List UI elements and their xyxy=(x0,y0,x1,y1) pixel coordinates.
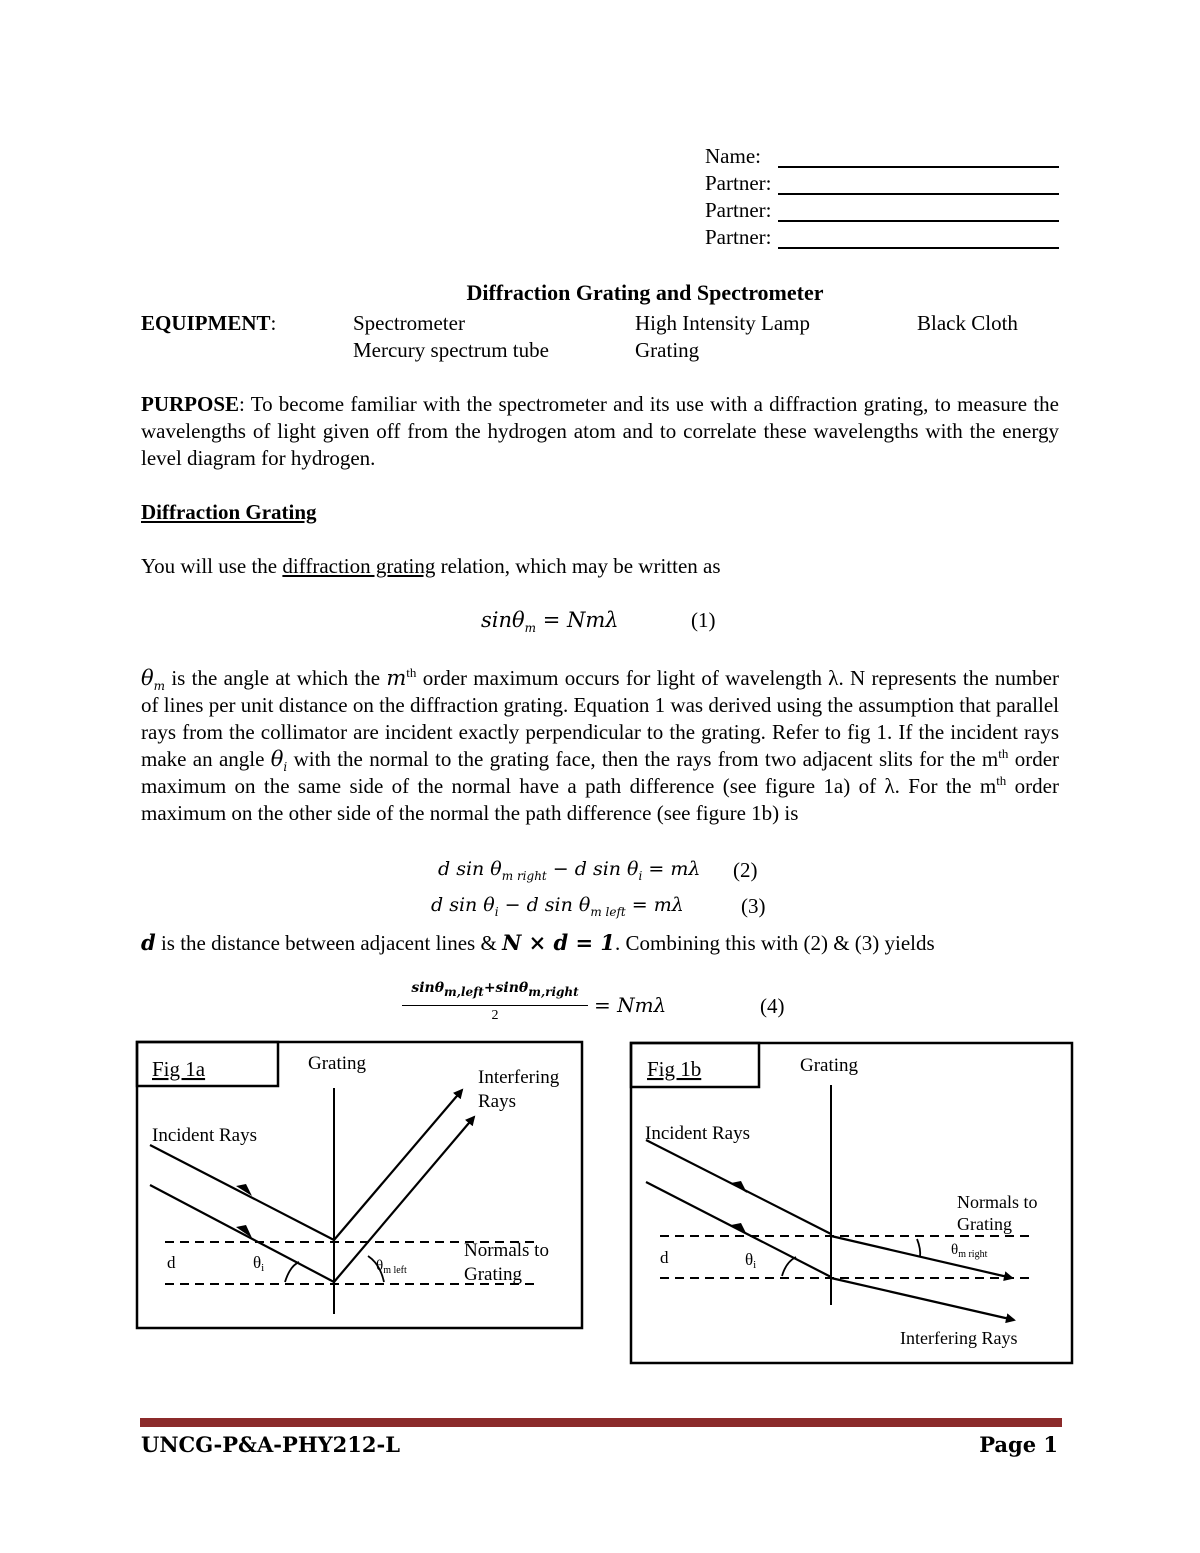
normals-label-line2: Grating xyxy=(957,1214,1012,1234)
incident-ray-arrow-1 xyxy=(731,1181,747,1193)
footer-bar xyxy=(140,1418,1062,1427)
figure-1a-label: Fig 1a xyxy=(152,1057,206,1081)
figure-1b-label: Fig 1b xyxy=(647,1057,702,1081)
equipment-item: Spectrometer xyxy=(353,311,465,335)
incident-rays-label: Incident Rays xyxy=(645,1123,751,1144)
section-heading: Diffraction Grating xyxy=(141,500,317,524)
body-paragraph-1: $\theta_m$ is the angle at which the $m^{th}$ order maximum occurs for light of wavelength λ. N represents the number of lines per unit distance on the diffraction grating. Equation 1 was derived using the assumption that parallel rays from the collimator are incident exactly perpendicular to the grating. Refer to fig 1. If the incident rays make an angle $\theta_i$ with the normal to the grating face, then the rays from two adjacent slits for the $m^{th}$ order maximum on the same side of the normal have a path difference (see figure 1a) of λ. For the $m^{th}$ order maximum on the other side of the normal the path difference (see figure 1b) is xyxy=(141,665,1060,825)
partner-label: Partner: xyxy=(705,225,772,249)
interfering-label-line2: Rays xyxy=(478,1091,516,1112)
incident-ray-arrow-2 xyxy=(731,1223,747,1235)
purpose-label: PURPOSE xyxy=(141,392,240,416)
grating-label: Grating xyxy=(308,1053,367,1074)
theta-i-arc xyxy=(285,1262,299,1282)
figure-1a xyxy=(137,1042,582,1328)
partner-label: Partner: xyxy=(705,171,772,195)
normals-label-line2: Grating xyxy=(464,1264,523,1285)
equation-4-number: (4) xyxy=(760,994,785,1018)
grating-label: Grating xyxy=(800,1055,859,1076)
d-label: d xyxy=(167,1253,176,1272)
incident-ray-1 xyxy=(150,1145,334,1240)
interfering-label-line1: Interfering xyxy=(478,1067,560,1088)
figure-1b xyxy=(631,1043,1072,1363)
equipment-item: High Intensity Lamp xyxy=(635,311,810,335)
equation-4-numerator: sinθ$_{m,left}$+sinθ$_{m,right}$ xyxy=(411,980,579,999)
equation-4-denominator: 2 xyxy=(491,1008,499,1023)
equation-1-number: (1) xyxy=(691,608,716,632)
incident-rays-label: Incident Rays xyxy=(152,1125,258,1146)
interfering-ray-2 xyxy=(334,1117,474,1282)
footer-page-number: Page 1 xyxy=(979,1432,1058,1457)
equipment-item: Mercury spectrum tube xyxy=(353,338,549,362)
page-title: Diffraction Grating and Spectrometer xyxy=(466,280,824,305)
purpose-text: : To become familiar with the spectrometer and its use with a diffraction grating, to measure the wavelengths of light given off from the hydrogen atom and to correlate these wavelengths with the energy level diagram for hydrogen. xyxy=(141,392,1059,470)
equation-2: d $\sin \theta_{m right} - d$ $\sin \theta_i = m\lambda$ xyxy=(438,858,701,883)
theta-m-right-label: $\theta_{m right}$ xyxy=(951,1242,988,1260)
intro-sentence: You will use the diffraction grating relation, which may be written as xyxy=(141,554,721,578)
equation-2-number: (2) xyxy=(733,858,758,882)
interfering-ray-2 xyxy=(831,1278,1014,1320)
interfering-ray-1 xyxy=(334,1090,462,1240)
equation-1: sinθ$_m$ = Nmλ xyxy=(481,608,619,636)
equipment-label: EQUIPMENT: xyxy=(141,311,277,335)
equation-4-rhs: = Nmλ xyxy=(594,993,667,1017)
theta-i-arc xyxy=(782,1257,796,1276)
name-label: Name: xyxy=(705,144,761,168)
normals-label-line1: Normals to xyxy=(464,1240,549,1261)
equation-3-number: (3) xyxy=(741,894,766,918)
equation-3: d $\sin \theta_i - d$ $\sin \theta_{m left} = m\lambda$ xyxy=(431,894,684,919)
interfering-rays-label: Interfering Rays xyxy=(900,1328,1018,1348)
theta-m-left-label: $\theta_{m left}$ xyxy=(376,1258,407,1276)
partner-label: Partner: xyxy=(705,198,772,222)
equipment-item: Black Cloth xyxy=(917,311,1018,335)
theta-i-label: θi xyxy=(745,1250,757,1271)
footer-course-code: UNCG-P&A-PHY212-L xyxy=(141,1432,400,1457)
theta-i-label: θi xyxy=(253,1253,265,1274)
theta-m-arc xyxy=(917,1239,920,1257)
diffraction-grating-term: diffraction grating xyxy=(282,554,436,578)
equipment-item: Grating xyxy=(635,338,700,362)
d-label: d xyxy=(660,1248,669,1267)
incident-ray-2 xyxy=(150,1185,334,1282)
body-paragraph-2: d is the distance between adjacent lines & N × d = 1. Combining this with (2) & (3) yields xyxy=(141,930,935,955)
normals-label-line1: Normals to xyxy=(957,1192,1038,1212)
